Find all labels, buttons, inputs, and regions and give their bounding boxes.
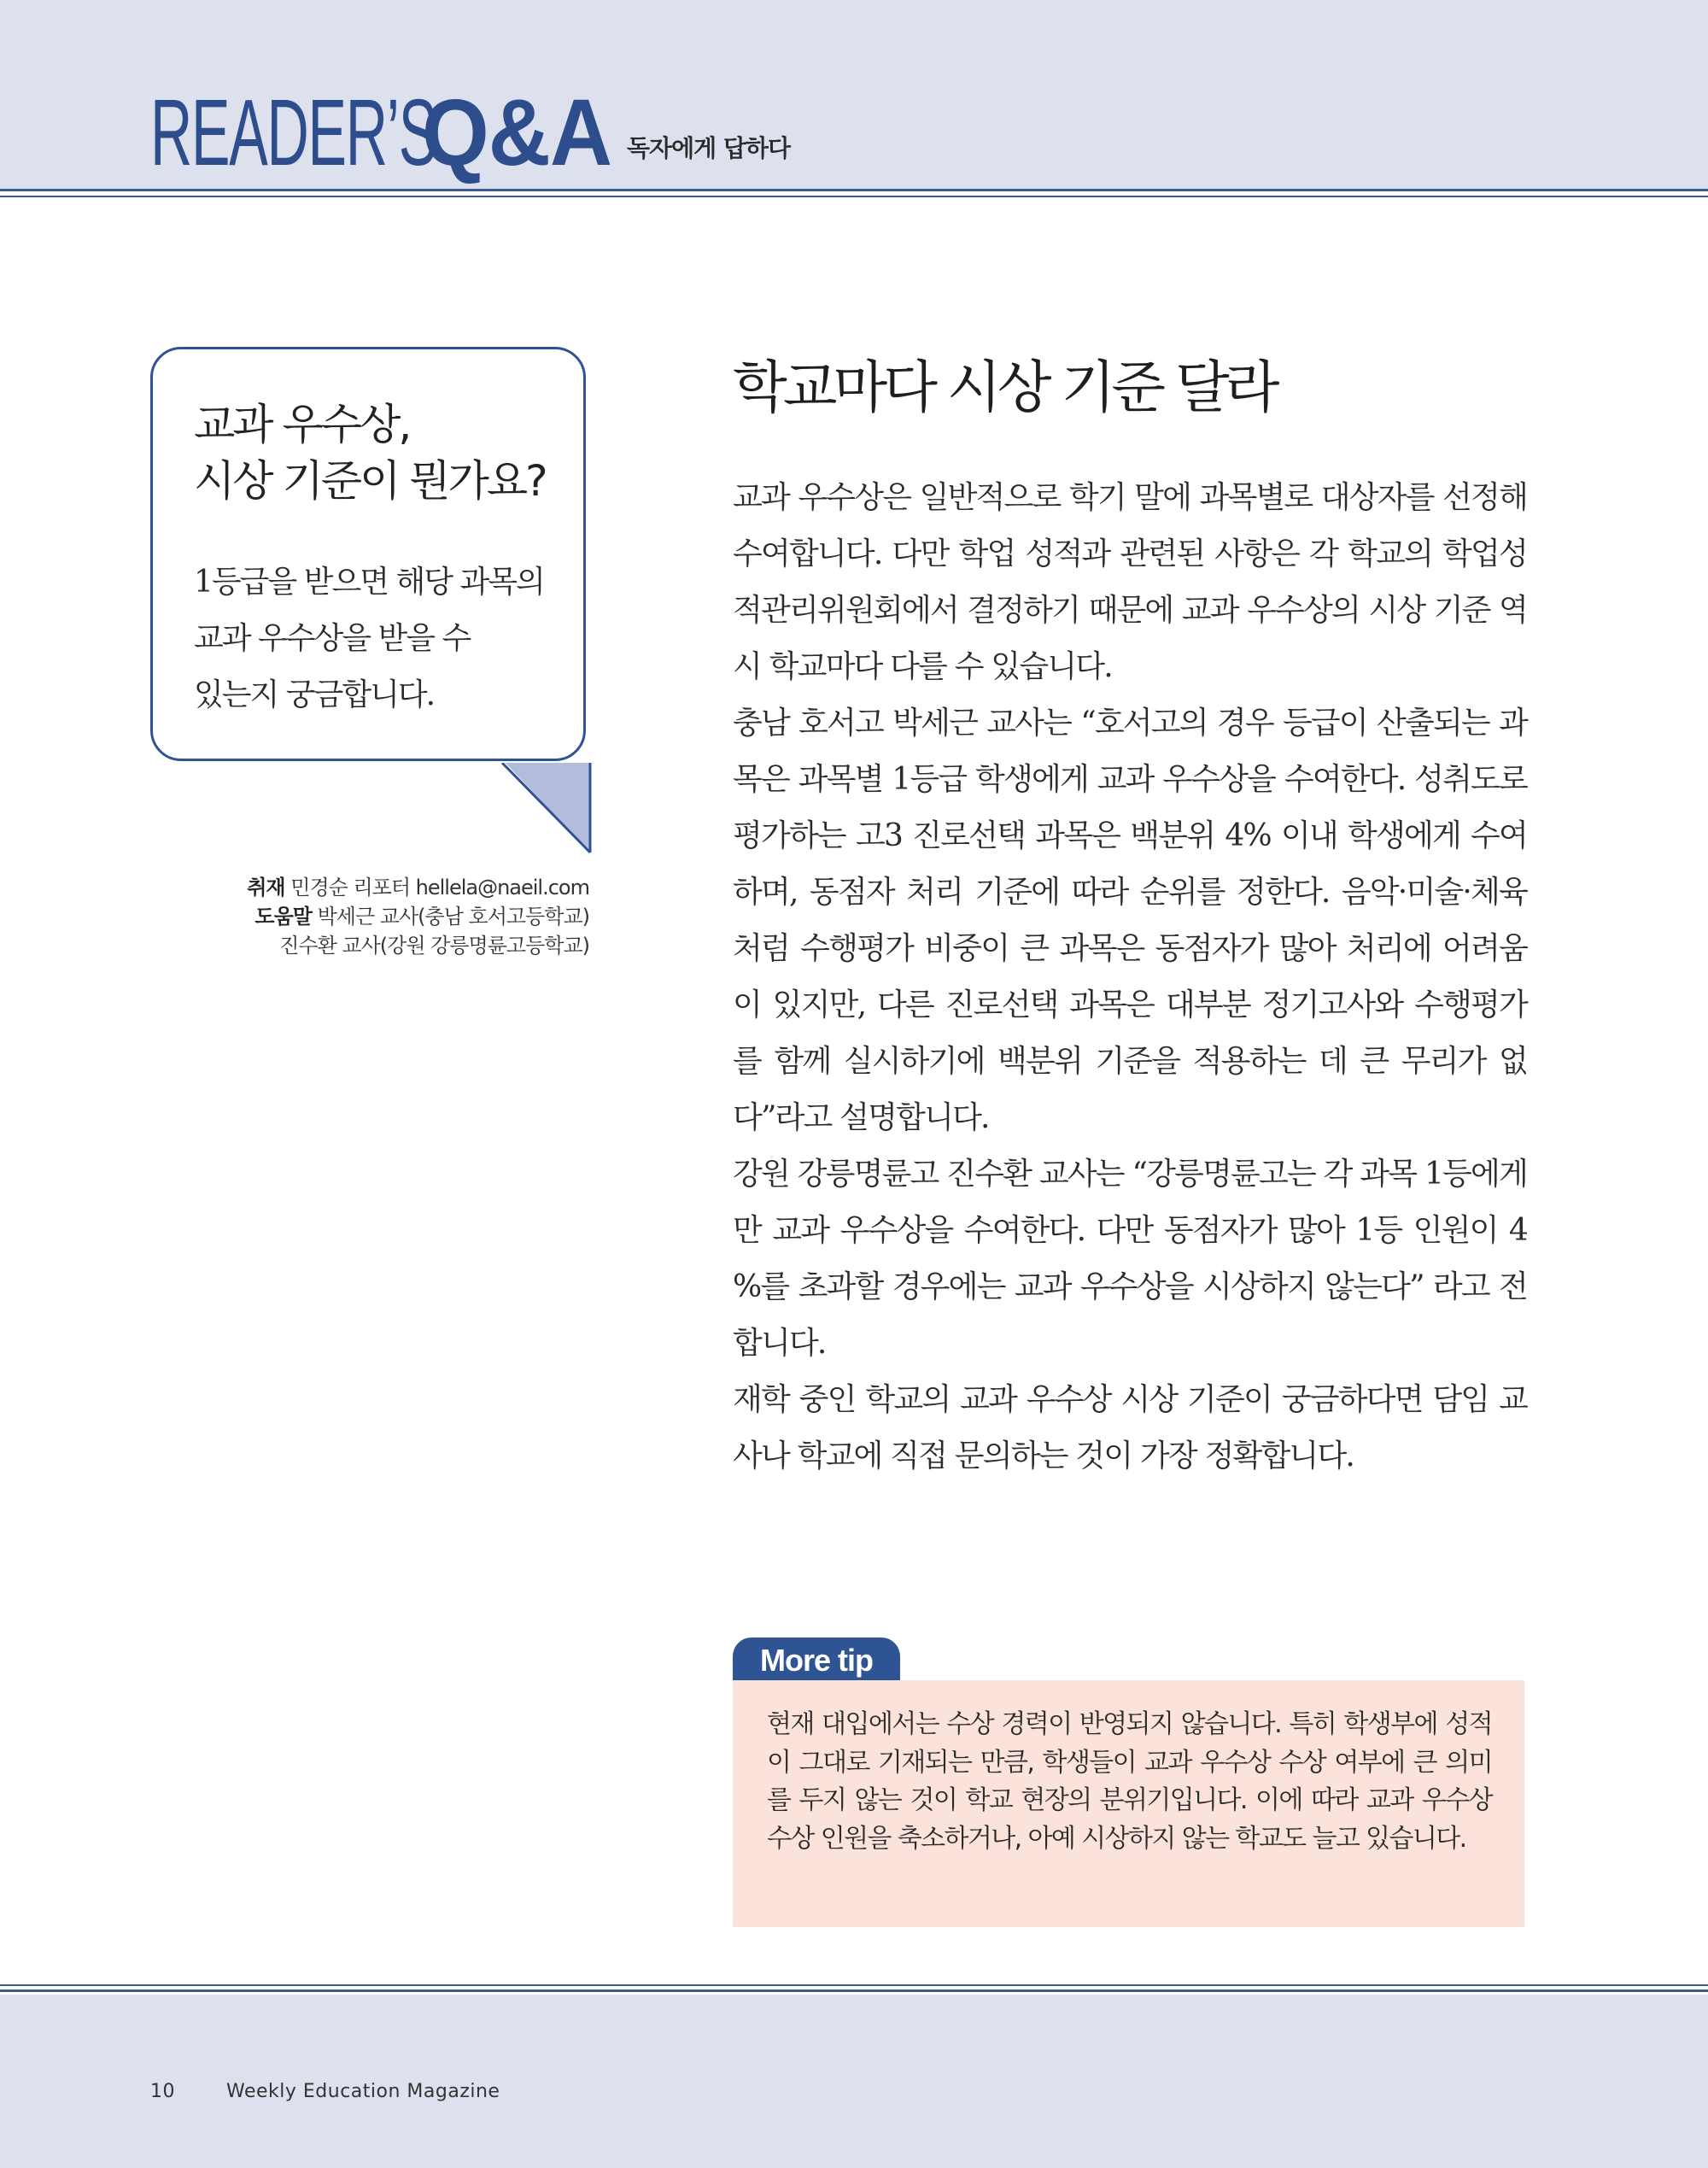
article-paragraph: 교과 우수상은 일반적으로 학기 말에 과목별로 대상자를 선정해 수여합니다. 다만 학업 성적과 관련된 사항은 각 학교의 학업성적관리위원회에서 결정하기 때문에 교과 우수상의 시상 기준 역시 학교마다 다를 수 있습니다.: [733, 480, 1527, 684]
page-number: 10: [150, 2081, 175, 2102]
credit-line: [150, 902, 589, 931]
article-headline: 학교마다 시상 기준 달라: [733, 354, 1276, 420]
article-body: [733, 470, 1527, 1485]
question-title-line: 교과 우수상,: [194, 400, 410, 449]
article-paragraph: 강원 강릉명륜고 진수환 교사는 “강릉명륜고는 각 과목 1등에게만 교과 우수상을 수여한다. 다만 동점자가 많아 1등 인원이 4 %를 초과할 경우에는 교과 우수상을 시상하지 않는다” 라고 전합니다.: [733, 1157, 1527, 1361]
speech-bubble-tail: [500, 763, 594, 857]
credit-line: [150, 931, 589, 960]
article-paragraph: 재학 중인 학교의 교과 우수상 시상 기준이 궁금하다면 담임 교사나 학교에 직접 문의하는 것이 가장 정확합니다.: [733, 1382, 1527, 1474]
header-rule-thin: [0, 196, 1708, 197]
question-body-line: 1등급을 받으면 해당 과목의: [194, 565, 544, 600]
more-tip-box: [733, 1680, 1524, 1927]
footer-rule-thin: [0, 1984, 1708, 1986]
credit-text: 박세근 교사(충남 호서고등학교): [317, 905, 589, 929]
credit-label: 도움말: [254, 905, 312, 929]
question-body-line: 교과 우수상을 받을 수: [194, 621, 471, 656]
question-body-line: 있는지 궁금합니다.: [194, 677, 435, 712]
credit-label: 취재: [247, 876, 285, 899]
footer: [150, 2081, 500, 2102]
credits: [150, 873, 589, 960]
article-paragraph: 충남 호서고 박세근 교사는 “호서고의 경우 등급이 산출되는 과목은 과목별 1등급 학생에게 교과 우수상을 수여한다. 성취도로 평가하는 고3 진로선택 과목은 백분위 4% 이내 학생에게 수여하며, 동점자 처리 기준에 따라 순위를 정한다. 음악·미술·체육처럼 수행평가 비중이 큰 과목은 동점자가 많아 처리에 어려움이 있지만, 다른 진로선택 과목은 대부분 정기고사와 수행평가를 함께 실시하기에 백분위 기준을 적용하는 데 큰 무리가 없다”라고 설명합니다.: [733, 706, 1527, 1135]
credit-text: 민경순 리포터 hellela@naeil.com: [290, 876, 589, 899]
header-rule: [0, 189, 1708, 191]
question-body: [194, 554, 570, 724]
credit-line: [150, 873, 589, 902]
question-title-line: 시상 기준이 뭔가요?: [194, 456, 546, 506]
section-title-readers: READER’S: [150, 80, 436, 185]
footer-rule: [0, 1989, 1708, 1992]
question-title: [194, 396, 587, 509]
question-bubble: [150, 347, 586, 761]
credit-text: 진수환 교사(강원 강릉명륜고등학교): [279, 934, 589, 958]
magazine-name: Weekly Education Magazine: [226, 2081, 500, 2102]
more-tip-text: 현재 대입에서는 수상 경력이 반영되지 않습니다. 특히 학생부에 성적이 그대로 기재되는 만큼, 학생들이 교과 우수상 수상 여부에 큰 의미를 두지 않는 것이 학교 현장의 분위기입니다. 이에 따라 교과 우수상 수상 인원을 축소하거나, 아예 시상하지 않는 학교도 늘고 있습니다.: [767, 1709, 1492, 1854]
section-title: [150, 79, 612, 185]
section-subtitle: 독자에게 답하다: [627, 134, 791, 162]
more-tip-label: More tip: [733, 1638, 900, 1680]
section-title-qa: Q&A: [422, 80, 612, 185]
